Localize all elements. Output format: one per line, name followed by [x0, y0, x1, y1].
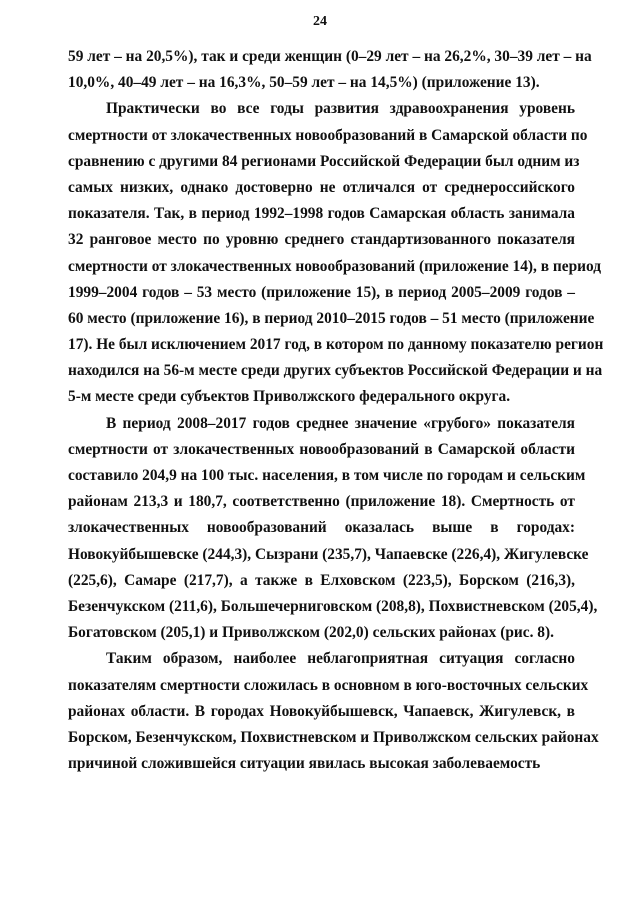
text-line: смертности от злокачественных новообразований в Самарской области: [68, 440, 575, 458]
text-line: 1999–2004 годов – 53 место (приложение 15), в период 2005–2009 годов –: [68, 283, 575, 301]
text-line: причиной сложившейся ситуации явилась высокая заболеваемость: [68, 755, 541, 773]
paragraph: [68, 646, 599, 777]
text-line: самых низких, однако достоверно не отличался от среднероссийского: [68, 178, 575, 196]
text-line: сравнению с другими 84 регионами Российской Федерации был одним из: [68, 152, 580, 170]
text-line: Таким образом, наиболее неблагоприятная ситуация согласно: [106, 650, 575, 668]
paragraph: [68, 411, 598, 647]
text-line: Богатовском (205,1) и Приволжском (202,0) сельских районах (рис. 8).: [68, 624, 554, 642]
text-line: В период 2008–2017 годов среднее значение «грубого» показателя: [106, 414, 575, 432]
text-line: (225,6), Самаре (217,7), а также в Елховском (223,5), Борском (216,3),: [68, 571, 575, 589]
text-line: 32 ранговое место по уровню среднего стандартизованного показателя: [68, 231, 575, 249]
paragraph: [68, 96, 604, 410]
text-line: Новокуйбышевске (244,3), Сызрани (235,7), Чапаевске (226,4), Жигулевске: [68, 545, 589, 563]
text-line: 17). Не был исключением 2017 год, в котором по данному показателю регион: [68, 336, 604, 354]
text-line: смертности от злокачественных новообразований (приложение 14), в период: [68, 257, 602, 275]
text-line: Борском, Безенчукском, Похвистневском и Приволжском сельских районах: [68, 728, 599, 746]
text-line: районах области. В городах Новокуйбышевск, Чапаевск, Жигулевск, в: [68, 702, 575, 720]
text-line: 5-м месте среди субъектов Приволжского федерального округа.: [68, 388, 511, 406]
text-line: 10,0%, 40–49 лет – на 16,3%, 50–59 лет – на 14,5%) (приложение 13).: [68, 74, 540, 92]
text-line: злокачественных новообразований оказалась выше в городах:: [68, 519, 575, 537]
text-line: показателя. Так, в период 1992–1998 годов Самарская область занимала: [68, 205, 575, 223]
text-line: районам 213,3 и 180,7, соответственно (приложение 18). Смертность от: [68, 493, 575, 511]
text-line: 59 лет – на 20,5%), так и среди женщин (0–29 лет – на 26,2%, 30–39 лет – на: [68, 48, 592, 65]
text-line: Безенчукском (211,6), Большечерниговском (208,8), Похвистневском (205,4),: [68, 597, 598, 615]
document-body: [68, 44, 604, 777]
text-line: Практически во все годы развития здравоохранения уровень: [106, 100, 575, 118]
text-line: показателям смертности сложилась в основном в юго-восточных сельских: [68, 676, 589, 694]
text-line: находился на 56-м месте среди других субъектов Российской Федерации и на: [68, 362, 603, 380]
page-number: 24: [313, 14, 327, 29]
text-line: 60 место (приложение 16), в период 2010–2015 годов – 51 место (приложение: [68, 309, 595, 327]
paragraph: [68, 44, 592, 96]
text-line: смертности от злокачественных новообразований в Самарской области по: [68, 126, 588, 144]
text-line: составило 204,9 на 100 тыс. населения, в том числе по городам и сельским: [68, 467, 586, 484]
